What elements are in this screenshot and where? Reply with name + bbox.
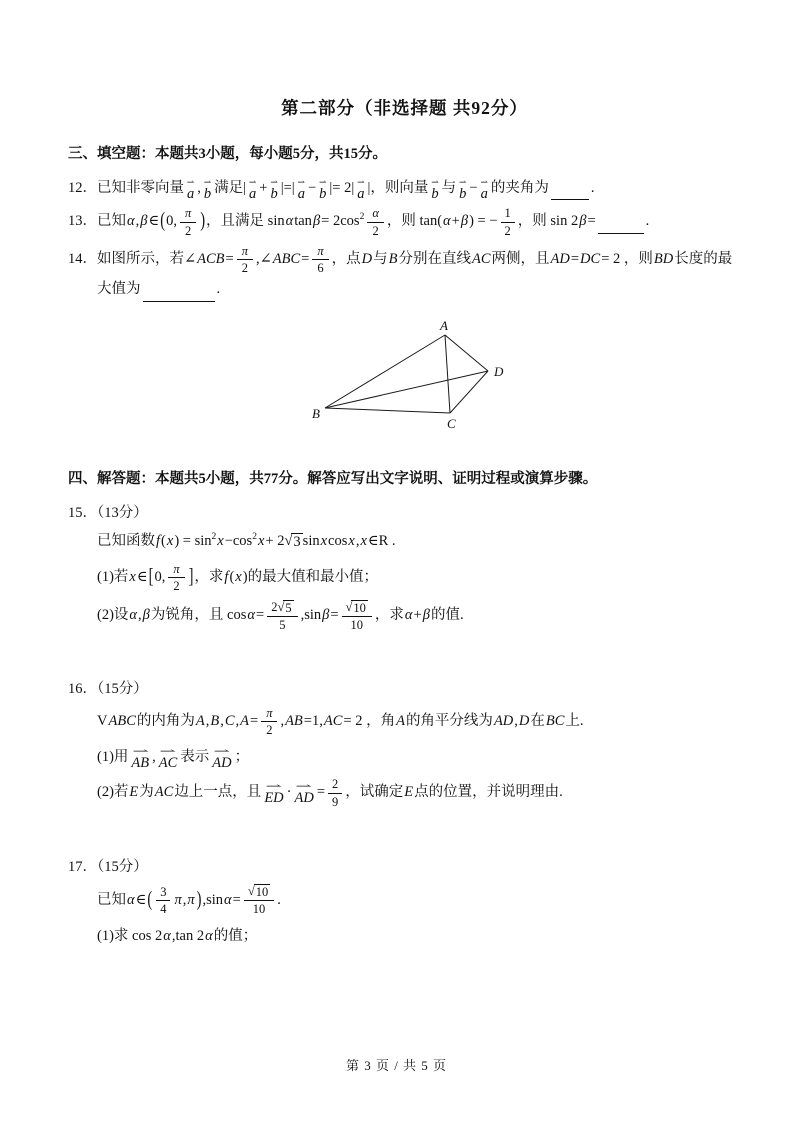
page-footer: 第 3 页 / 共 5 页: [345, 1058, 448, 1073]
figure-label-a: A: [440, 319, 448, 333]
question-15-number: 15．（13分）: [68, 505, 148, 522]
figure-label-b: B: [312, 405, 320, 421]
question-16-part2: (2)若 E 为 AC 边上一点，且 ⇀ ED · ⇀ AD = $\frac{2}{9}$ ，试确定 E 点的位置，并说明理由.: [97, 777, 563, 809]
question-16-body: V ABC 的内角为 A , B , C , A = $\frac{\pi}{2}$ , AB =1, AC = 2 ，角 A 的角平分线为 AD , D 在 BC 上.: [97, 705, 584, 737]
section-four-header: 四、解答题：本题共5小题，共77分。解答应写出文字说明、证明过程或演算步骤。: [68, 470, 598, 487]
question-12-text: 12．已知非零向量 ⇀ a , ⇀ b 满足 | ⇀ a + ⇀ b |=| ⇀ a − ⇀ b |= 2| ⇀ a |，则向量 ⇀ b 与 ⇀ b − ⇀ a 的夹角为 .: [68, 176, 595, 202]
triangle-figure: [310, 320, 542, 435]
question-15-part2: (2)设 α , β 为锐角，且 cos α = 2 √ 5 5 ,sin β = √ 10 10 ，求 α + β 的值.: [97, 599, 464, 633]
question-14-text-line1: 14．如图所示，若∠ ACB = $\frac{\pi}{2}$ ,∠ ABC = $\frac{\pi}{6}$ ，点 D 与 B 分别在直线 AC 两侧，且 AD = DC = 2 ，则 BD 长度的最: [68, 244, 733, 276]
question-16-part1: (1)用 ⇀ AB , ⇀ AC 表示 ⇀ AD ；: [97, 745, 250, 771]
question-15-part1: (1)若 x ∈ [ 0, $\frac{\pi}{2}$ ] ，求 f ( x )的最大值和最小值；: [97, 562, 379, 594]
section-three-header: 三、填空题：本题共3小题，每小题5分，共15分。: [68, 146, 387, 162]
question-17-number: 17．（15分）: [68, 859, 148, 876]
question-15-body: 已知函数 f ( x ) = sin 2 x −cos 2 x + 2 √ 3 sin x cos x , x ∈R .: [97, 531, 396, 551]
question-17-part1: (1)求 cos 2 α ,tan 2 α 的值；: [97, 928, 258, 945]
question-13-text: 13．已知 α , β ∈ ( 0, $\frac{\pi}{2}$ ) ，且满足 sin α tan β = 2cos 2 $\frac{\alpha}{2}$ ，则 tan( α + β ) = − $\frac{1}{2}$ ，则 sin 2 β = .: [68, 206, 650, 238]
question-14-figure: [310, 320, 542, 435]
figure-label-d: D: [494, 363, 504, 379]
triangle-edges: [325, 335, 488, 413]
question-16-number: 16．（15分）: [68, 680, 148, 697]
question-14-text-line2: 大值为 .: [97, 278, 741, 302]
page-title: 第二部分（非选择题 共92分）: [281, 98, 528, 118]
question-17-body: 已知 α ∈ ( $\frac{3}{4}$ π , π ) ,sin α = √ 10 10 .: [97, 884, 281, 917]
figure-label-c: C: [447, 415, 456, 431]
